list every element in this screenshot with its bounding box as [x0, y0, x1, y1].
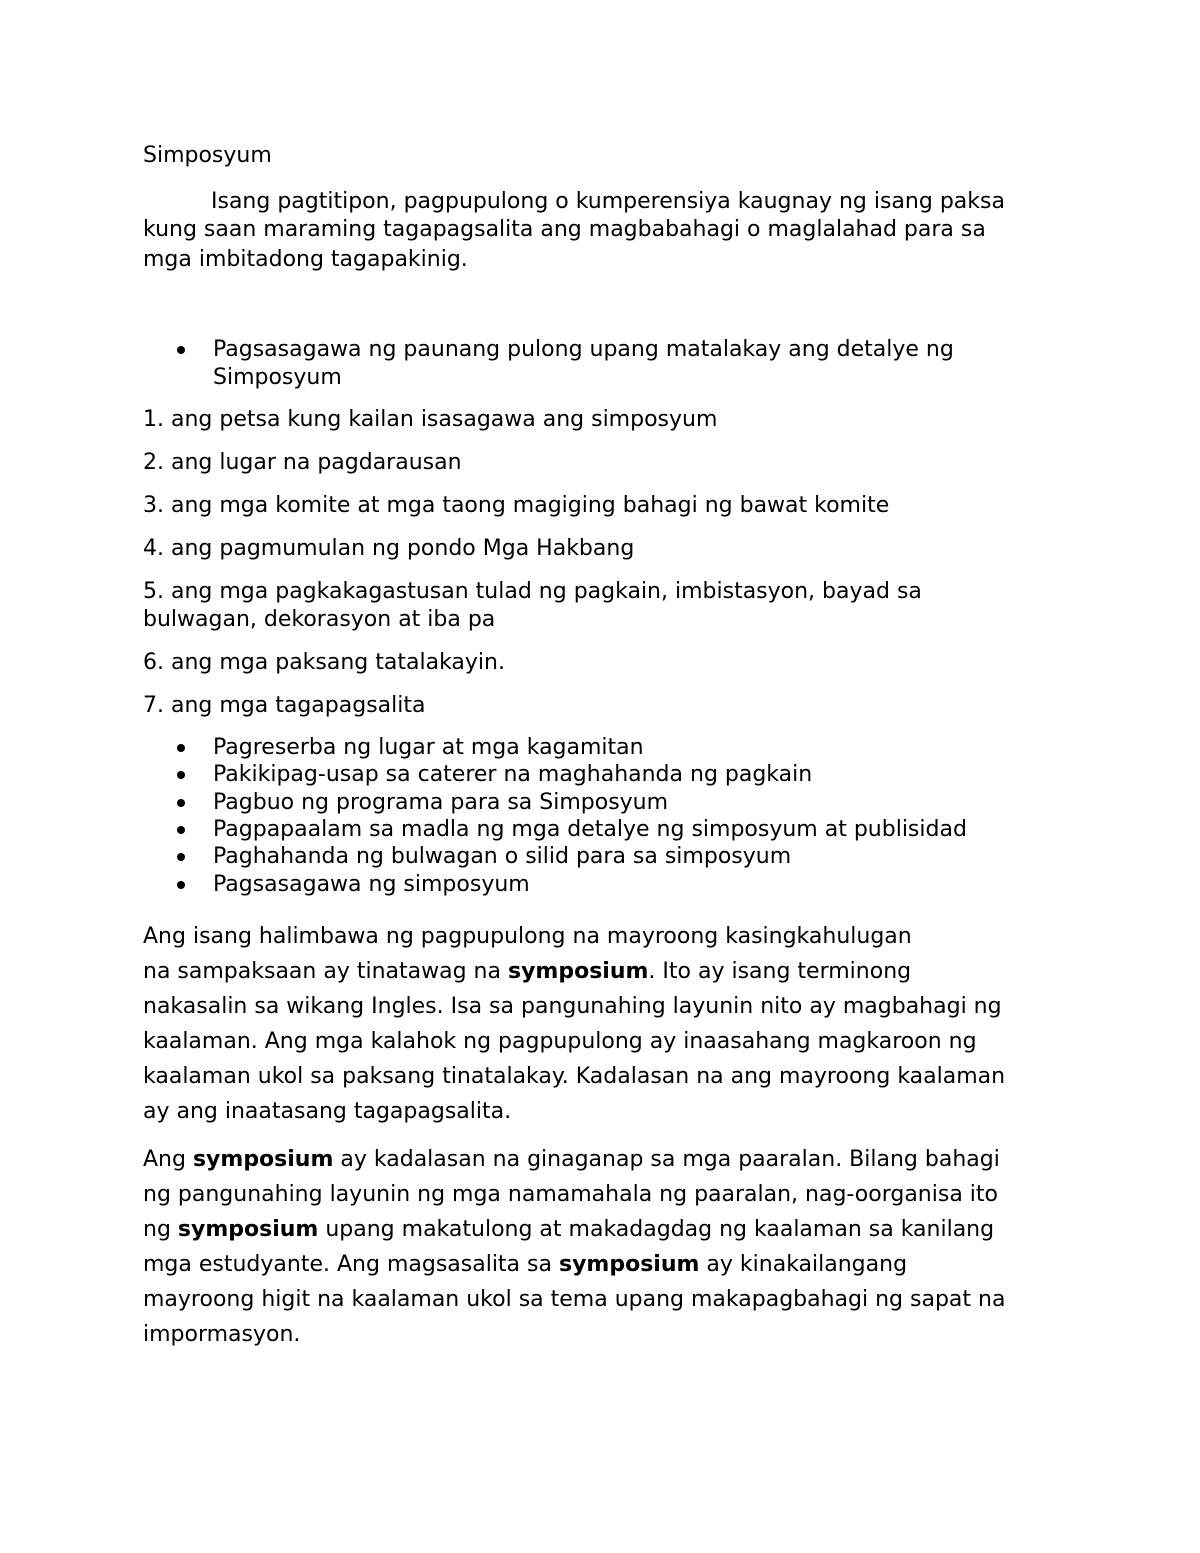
paragraph-2-line-4: mga estudyante. Ang magsasalita sa symposium ay kinakailangang — [143, 1252, 908, 1277]
paragraph-1-line-4: kaalaman. Ang mga kalahok ng pagpupulong ay inaasahang magkaroon ng — [143, 1029, 977, 1054]
bullet-icon — [177, 881, 185, 889]
bold-term: symposium — [192, 1147, 334, 1172]
paragraph-1-line-5: kaalaman ukol sa paksang tinatalakay. Kadalasan na ang mayroong kaalaman — [143, 1064, 1006, 1089]
numbered-item-7: 7. ang mga tagapagsalita — [143, 693, 426, 718]
bullet-icon — [177, 771, 185, 779]
paragraph-1-line-6: ay ang inaatasang tagapagsalita. — [143, 1099, 512, 1124]
paragraph-1-line-2: na sampaksaan ay tinatawag na symposium. Ito ay isang terminong — [143, 959, 912, 984]
paragraph-2-line-2: ng pangunahing layunin ng mga namamahala ng paaralan, nag-oorganisa ito — [143, 1182, 998, 1207]
bullet-icon — [177, 853, 185, 861]
definition-line-2: kung saan maraming tagapagsalita ang magbabahagi o maglalahad para sa — [143, 217, 986, 242]
numbered-item-3: 3. ang mga komite at mga taong magiging bahagi ng bawat komite — [143, 493, 890, 518]
numbered-item-2: 2. ang lugar na pagdarausan — [143, 450, 462, 475]
numbered-item-5: 5. ang mga pagkakagastusan tulad ng pagkain, imbistasyon, bayad sa — [143, 579, 922, 604]
paragraph-2-line-5: mayroong higit na kaalaman ukol sa tema upang makapagbahagi ng sapat na — [143, 1287, 1006, 1312]
main-bullet-line-2: Simposyum — [213, 365, 342, 390]
paragraph-1 — [143, 919, 1063, 1129]
bullet-icon — [177, 799, 185, 807]
document-title: Simposyum — [143, 143, 272, 168]
main-bullet-line-1: Pagsasagawa ng paunang pulong upang matalakay ang detalye ng — [213, 337, 954, 362]
paragraph-2-line-6: impormasyon. — [143, 1322, 301, 1347]
paragraph-2-line-1: Ang symposium ay kadalasan na ginaganap sa mga paaralan. Bilang bahagi — [143, 1147, 1000, 1172]
bullet-icon — [177, 346, 185, 354]
bold-term: symposium — [177, 1217, 319, 1242]
bold-term: symposium — [507, 959, 649, 984]
numbered-item-1: 1. ang petsa kung kailan isasagawa ang simposyum — [143, 407, 718, 432]
paragraph-2 — [143, 1142, 1063, 1352]
paragraph-1-line-1: Ang isang halimbawa ng pagpupulong na mayroong kasingkahulugan — [143, 924, 912, 949]
document-page: Simposyum Isang pagtitipon, pagpupulong o kumperensiya kaugnay ng isang paksa kung saan maraming tagapagsalita ang magbabahagi o maglalahad para sa mga imbitadong tagapakinig. Pagsasagawa ng paunang pulong upang matalakay ang detalye ng Simposyum 1. ang petsa kung kailan isasagawa ang simposyum 2. ang lugar na pagdarausan 3. ang mga komite at mga taong magiging bahagi ng bawat komite 4. ang pagmumulan ng pondo Mga Hakbang 5. ang mga pagkakagastusan tulad ng pagkain, imbistasyon, bayad sa bulwagan, dekorasyon at iba pa 6. ang mga paksang tatalakayin. 7. ang mga tagapagsalita Pagreserba ng lugar at mga kagamitan Pakikipag-usap sa caterer na maghahanda ng pagkain Pagbuo ng programa para sa Simposyum Pagpapaalam sa madla ng mga detalye ng simposyum at publisidad Paghahanda ng bulwagan o silid para sa simposyum Pagsasagawa ng simposyum Ang isang halimbawa ng pagpupulong na mayroong kasingkahulugan na sampaksaan ay tinatawag na symposium. Ito ay isang terminong nakasalin sa wikang Ingles. Isa sa pangunahing layunin nito ay magbahagi ng kaalaman. Ang mga kalahok ng pagpupulong ay inaasahang magkaroon ng kaalaman ukol sa paksang tinatalakay. Kadalasan na ang mayroong kaalaman ay ang inaatasang tagapagsalita. Ang symposium ay kadalasan na ginaganap sa mga paaralan. Bilang bahagi ng pangunahing layunin ng mga namamahala ng paaralan, nag-oorganisa ito ng symposium upang makatulong at makadagdag ng kaalaman sa kanilang mga estudyante. Ang magsasalita sa symposium ay kinakailangang mayroong higit na kaalaman ukol sa tema upang makapagbahagi ng sapat na impormasyon. — [0, 0, 1200, 1553]
bold-term: symposium — [558, 1252, 700, 1277]
paragraph-2-line-3: ng symposium upang makatulong at makadagdag ng kaalaman sa kanilang — [143, 1217, 995, 1242]
numbered-item-5-cont: bulwagan, dekorasyon at iba pa — [143, 607, 496, 632]
numbered-item-4: 4. ang pagmumulan ng pondo Mga Hakbang — [143, 536, 635, 561]
bullet-icon — [177, 826, 185, 834]
paragraph-1-line-3: nakasalin sa wikang Ingles. Isa sa pangunahing layunin nito ay magbahagi ng — [143, 994, 1002, 1019]
definition-line-3: mga imbitadong tagapakinig. — [143, 247, 468, 272]
numbered-item-6: 6. ang mga paksang tatalakayin. — [143, 650, 505, 675]
bullet-icon — [177, 744, 185, 752]
definition-line-1: Isang pagtitipon, pagpupulong o kumperensiya kaugnay ng isang paksa — [211, 189, 1005, 214]
